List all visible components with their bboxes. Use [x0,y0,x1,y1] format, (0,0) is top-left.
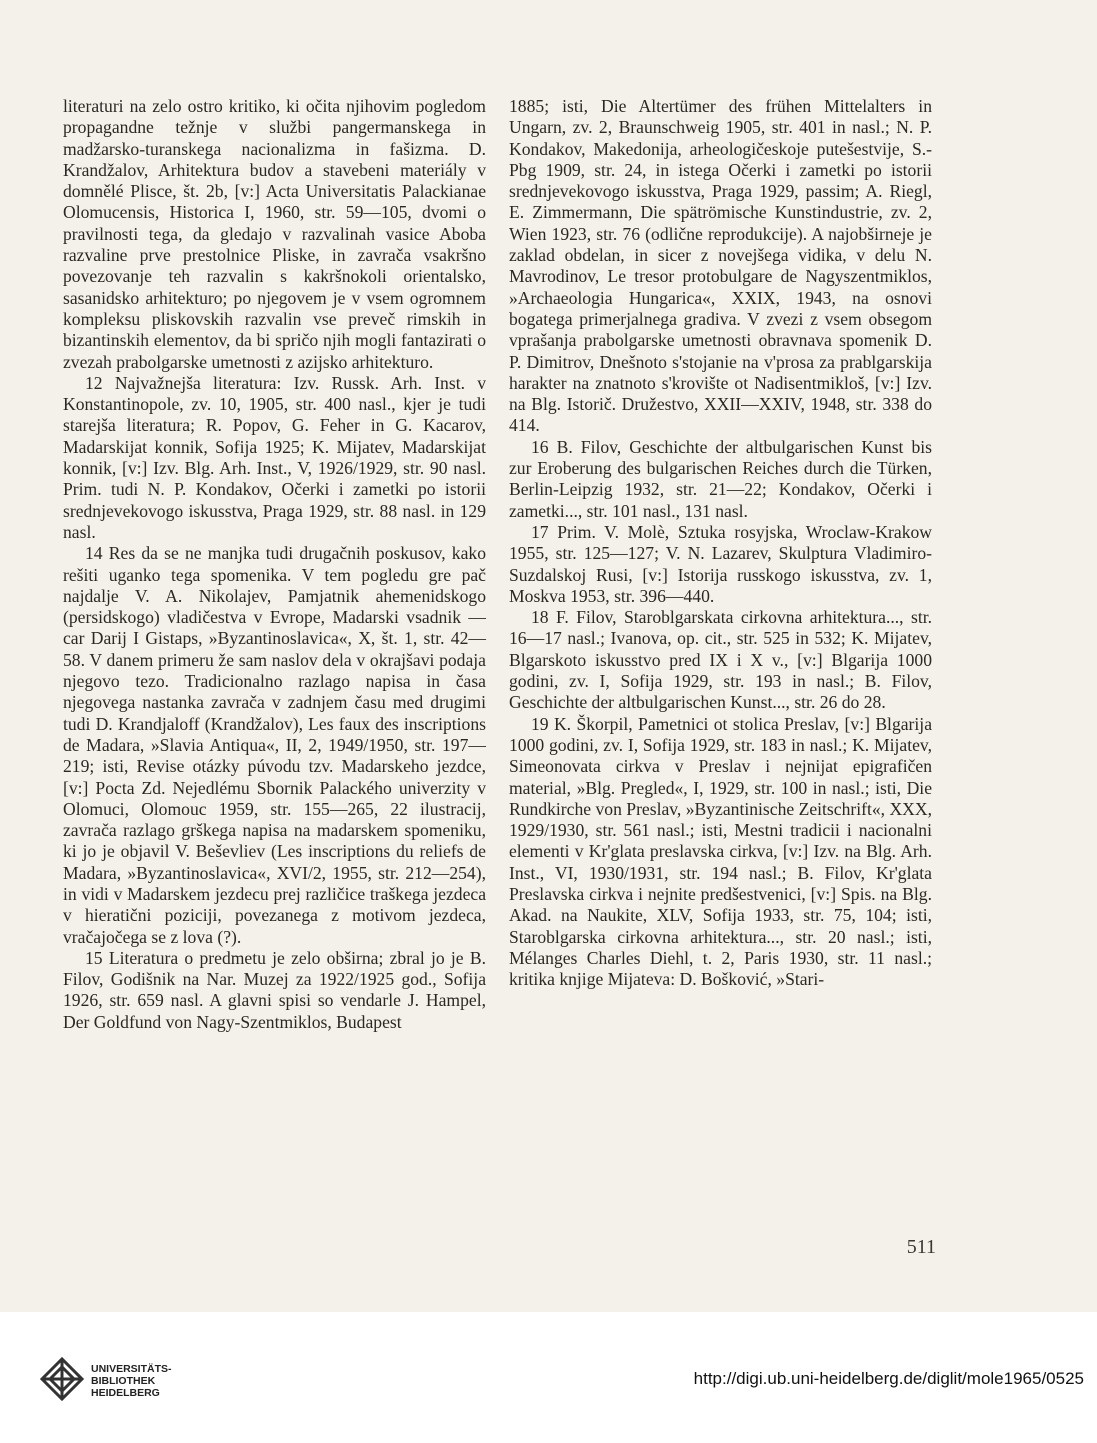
footnote-14: 14 Res da se ne manjka tudi drugačnih poskusov, kako rešiti uganko tega spomenika. V tem pogledu gre pač najdalje V. A. Nikolajev, Pamjatnik ahemenidskogo (persidskogo) vladičestva v Evrope, Madarski vsadnik — car Darij I Gistaps, »Byzantinoslavica«, X, št. 1, str. 42—58. V danem primeru že sam naslov dela v okrajšavi podaja njegovo tezo. Tradicionalno razlago napisa in časa njegovega nastanka zavrača v zadnjem času med drugimi tudi D. Krandjaloff (Krandžalov), Les faux des inscriptions de Madara, »Slavia Antiqua«, II, 2, 1949/1950, str. 197—219; isti, Revise otázky púvodu tzv. Madarskeho jezdce, [v:] Pocta Zd. Nejedlému Sbornik Palackého univerzity v Olomuci, Olomouc 1959, str. 155—265, 22 ilustracij, zavrača razlago grškega napisa na madarskem spomeniku, ki jo je objavil V. Beševliev (Les inscriptions du reliefs de Madara, »Byzantinoslavica«, XVI/2, 1955, str. 212—254), in vidi v Madarskem jezdecu prej različice traškega jezdeca v hieratični poziciji, povezanega z motivom jezdeca, vračajočega se z lova (?). [63,543,486,947]
footnote-15: 15 Literatura o predmetu je zelo obširna; zbral jo je B. Filov, Godišnik na Nar. Muzej za 1922/1925 god., Sofija 1926, str. 659 nasl. A glavni spisi so vendarle J. Hampel, Der Goldfund von Nagy-Szentmiklos, Budapest [63,947,486,1032]
footnote-17: 17 Prim. V. Molè, Sztuka rosyjska, Wroclaw-Krakow 1955, str. 125—127; V. N. Lazarev, Skulptura Vladimiro-Suzdalskoj Rusi, [v:] Istorija russkogo iskusstva, zv. 1, Moskva 1953, str. 396—440. [509,521,932,606]
library-name [91,1363,172,1399]
heidelberg-library-logo-icon [38,1355,86,1403]
footnote-18: 18 F. Filov, Staroblgarskata cirkovna arhitektura..., str. 16—17 nasl.; Ivanova, op. cit., str. 525 in 532; K. Mijatev, Blgarskoto iskusstvo pred IX i X v., [v:] Blgarija 1000 godini, zv. I, Sofija 1929, str. 193 in nasl.; B. Filov, Geschichte der altbulgarischen Kunst..., str. 26 do 28. [509,607,932,713]
source-url-link[interactable]: http://digi.ub.uni-heidelberg.de/diglit/mole1965/0525 [693,1369,1084,1388]
library-name-line: UNIVERSITÄTS- [91,1363,172,1375]
library-name-line: HEIDELBERG [91,1387,160,1399]
footnote-12: 12 Najvažnejša literatura: Izv. Russk. Arh. Inst. v Konstantinopole, zv. 10, 1905, str. 400 nasl., kjer je tudi starejša literatura; R. Popov, G. Feher in G. Kacarov, Madarskijat konnik, Sofija 1925; K. Mijatev, Madarskijat konnik, [v:] Izv. Blg. Arh. Inst., V, 1926/1929, str. 90 nasl. Prim. tudi N. P. Kondakov, Očerki i zametki po istorii srednjevekovogo iskusstva, Praga 1929, str. 88 nasl. in 129 nasl. [63,372,486,542]
right-text-column [509,96,932,990]
paragraph: literaturi na zelo ostro kritiko, ki očita njihovim pogledom propagandne težnje v službi pangermanskega in madžarsko-turanskega nacionalizma in fašizma. D. Krandžalov, Arhitektura budov a stavebeni materiály v domnělé Plisce, št. 2b, [v:] Acta Universitatis Palackianae Olomucensis, Historica I, 1960, str. 59—105, dvomi o pravilnosti tega, da gledajo v razvalinah vasice Aboba razvaline prve prestolnice Pliske, in zavrača vsakršno povezovanje teh razvalin s kakršnokoli orientalsko, sasanidsko arhitekturo; po njegovem je v vsem ogromnem kompleksu pliskovskih razvalin vse preveč rimskih in bizantinskih elementov, da bi spričo njih mogli fantazirati o zvezah prabolgarske umetnosti z azijsko arhitekturo. [63,96,486,372]
library-name-line: BIBLIOTHEK [91,1375,156,1387]
footnote-16: 16 B. Filov, Geschichte der altbulgarischen Kunst bis zur Eroberung des bulgarischen Reiches durch die Türken, Berlin-Leipzig 1932, str. 21—22; Kondakov, Očerki i zametki..., str. 101 nasl., 131 nasl. [509,436,932,521]
footnote-19: 19 K. Škorpil, Pametnici ot stolica Preslav, [v:] Blgarija 1000 godini, zv. I, Sofija 1929, str. 183 in nasl.; K. Mijatev, Simeonovata cirkva v Preslav i nejnijat epigrafičen material, »Blg. Pregled«, I, 1929, str. 100 in nasl.; isti, Die Rundkirche von Preslav, »Byzantinische Zeitschrift«, XXX, 1929/1930, str. 561 nasl.; isti, Mestni tradicii i nacionalni elementi v Kr'glata preslavska cirkva, [v:] Izv. na Blg. Arh. Inst., VI, 1930/1931, str. 194 nasl.; B. Filov, Kr'glata Preslavska cirkva i nejnite predšestvenici, [v:] Spis. na Blg. Akad. na Naukite, XLV, Sofija 1933, str. 75, 104; isti, Staroblgarska cirkovna arhitektura..., str. 20 nasl.; isti, Mélanges Charles Diehl, t. 2, Paris 1930, str. 11 nasl.; kritika knjige Mijateva: D. Bošković, »Stari- [509,713,932,990]
footer-bar [0,1312,1097,1443]
left-text-column [63,96,486,1033]
page-number: 511 [906,1236,936,1258]
paragraph: 1885; isti, Die Altertümer des frühen Mittelalters in Ungarn, zv. 2, Braunschweig 1905, str. 401 in nasl.; N. P. Kondakov, Makedonija, arheologičeskoje putešestvije, S.-Pbg 1909, str. 24, in istega Očerki i zametki po istorii srednjevekovogo iskusstva, Praga 1929, passim; A. Riegl, E. Zimmermann, Die spätrömische Kunstindustrie, zv. 2, Wien 1923, str. 76 (odlične reprodukcije). A najobširneje je zaklad obdelan, in sicer z novejšega vidika, v delu N. Mavrodinov, Le tresor protobulgare de Nagyszentmiklos, »Archaeologia Hungarica«, XXIX, 1943, na osnovi bogatega primerjalnega gradiva. V zvezi z vsem obsegom vprašanja prabolgarske umetnosti obravnava spomenik D. P. Dimitrov, Dnešnoto s'stojanie na v'prosa za prablgarskija harakter na znatnoto s'krovište ot Nadisentmikloš, [v:] Izv. na Blg. Istorič. Družestvo, XXII—XXIV, 1948, str. 338 do 414. [509,96,932,436]
